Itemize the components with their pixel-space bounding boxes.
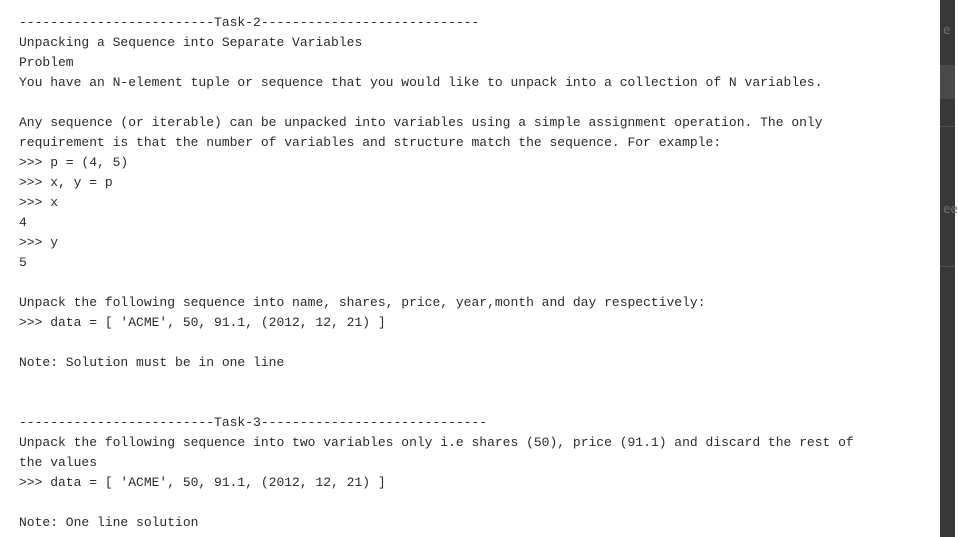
side-panel-glyph: e [943,23,951,37]
blank-line [19,373,934,393]
problem-heading: Problem [19,55,74,70]
task-2-title: Unpacking a Sequence into Separate Variables [19,35,363,50]
task-2-data-code: >>> data = [ 'ACME', 50, 91.1, (2012, 12, 21) ] [19,315,386,330]
blank-line [19,333,934,353]
side-panel-highlight [940,65,955,99]
code-output: 5 [19,255,27,270]
code-line: >>> x [19,195,59,210]
document-text [19,13,934,533]
side-panel-edge [940,0,958,537]
side-panel-divider [940,126,955,127]
blank-line [19,393,934,413]
code-output: 4 [19,215,27,230]
blank-line [19,493,934,513]
task-2-note: Note: Solution must be in one line [19,355,285,370]
blank-line [19,273,934,293]
task-3-divider: -------------------------Task-3----------------------------- [19,415,488,430]
solution-text-line-1: Any sequence (or iterable) can be unpacked into variables using a simple assignment operation. The only [19,115,823,130]
side-panel-divider [940,266,955,267]
task-2-divider: -------------------------Task-2---------------------------- [19,15,480,30]
blank-line [19,93,934,113]
code-line: >>> y [19,235,59,250]
task-3-data-code: >>> data = [ 'ACME', 50, 91.1, (2012, 12, 21) ] [19,475,386,490]
side-panel-glyph: ee [943,202,958,216]
task-3-instruction-line-1: Unpack the following sequence into two variables only i.e shares (50), price (91.1) and discard the rest of [19,435,854,450]
solution-text-line-2: requirement is that the number of variables and structure match the sequence. For example: [19,135,722,150]
task-3-instruction-line-2: the values [19,455,98,470]
code-line: >>> x, y = p [19,175,113,190]
code-line: >>> p = (4, 5) [19,155,129,170]
problem-statement: You have an N-element tuple or sequence that you would like to unpack into a collection of N variables. [19,75,823,90]
task-2-instruction: Unpack the following sequence into name, shares, price, year,month and day respectively: [19,295,706,310]
task-3-note: Note: One line solution [19,515,199,530]
